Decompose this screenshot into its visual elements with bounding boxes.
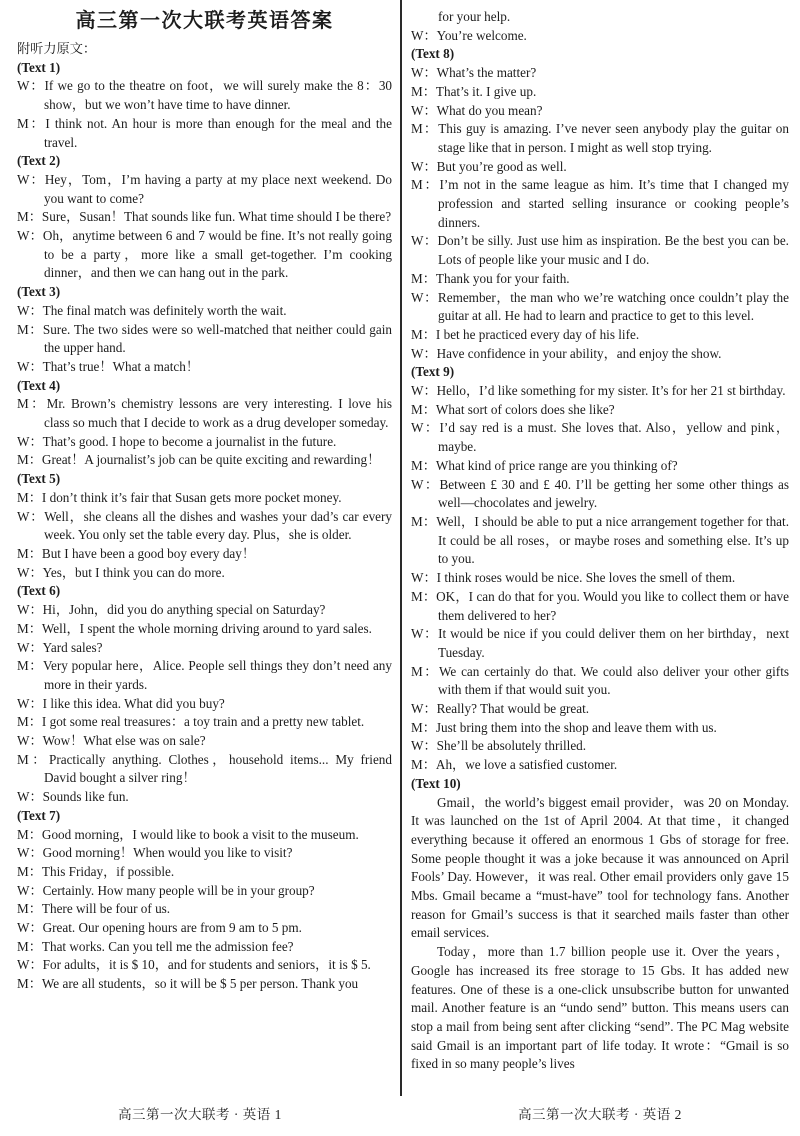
dialogue-line — [411, 289, 789, 326]
dialogue-line — [411, 270, 789, 289]
dialogue-text: Sure. The two sides were so well-matched that neither could gain the upper hand. — [42, 321, 392, 356]
text-section-heading: (Text 9) — [411, 364, 455, 380]
dialogue-text: Have confidence in your ability，and enjoy the show. — [436, 345, 722, 361]
dialogue-line — [17, 956, 392, 975]
page-title: 高三第一次大联考英语答案 — [75, 10, 334, 32]
dialogue-line — [17, 451, 392, 470]
dialogue-text: I’d say red is a must. She loves that. Also，yellow and pink，maybe. — [438, 420, 790, 455]
dialogue-text: I think roses would be nice. She loves the smell of them. — [436, 570, 736, 586]
transcript-subtitle: 附听力原文： — [17, 41, 97, 56]
dialogue-text: Well，I spent the whole morning driving around to yard sales. — [41, 620, 372, 636]
dialogue-text: Really? That would be great. — [436, 701, 590, 717]
dialogue-text: We are all students，so it will be $ 5 per person. Thank you — [41, 976, 359, 992]
dialogue-text: Sounds like fun. — [42, 789, 129, 805]
text-section-heading: (Text 4) — [17, 377, 61, 393]
dialogue-text: I bet he practiced every day of his life. — [435, 326, 640, 342]
dialogue-text: This Friday，if possible. — [41, 863, 175, 879]
dialogue-line — [17, 433, 392, 452]
dialogue-text: What do you mean? — [436, 102, 543, 118]
dialogue-text: Practically anything. Clothes，household items... My friend David bought a silver ring！ — [44, 751, 392, 786]
dialogue-line — [17, 751, 392, 788]
dialogue-text: You’re welcome. — [436, 27, 527, 43]
dialogue-line — [17, 657, 392, 694]
speaker-label: W： — [411, 701, 437, 717]
speaker-label: W： — [17, 695, 43, 711]
dialogue-line — [17, 919, 392, 938]
dialogue-text: OK，I can do that for you. Would you like to collect them or have them delivered to her? — [436, 588, 789, 623]
dialogue-text: But you’re good as well. — [436, 158, 567, 174]
speaker-label: W： — [17, 733, 43, 749]
page-footer-right: 高三第一次大联考 · 英语 2 — [518, 1107, 682, 1123]
dialogue-line — [17, 844, 392, 863]
dialogue-line — [411, 83, 789, 102]
dialogue-line — [17, 208, 392, 227]
speaker-label: M： — [17, 751, 49, 767]
speaker-label: M： — [17, 209, 42, 225]
left-column-content — [17, 40, 392, 994]
dialogue-text: I like this idea. What did you buy? — [42, 695, 225, 711]
dialogue-text: Wow！What else was on sale? — [42, 733, 206, 749]
speaker-label: M： — [411, 719, 436, 735]
dialogue-line — [411, 457, 789, 476]
dialogue-line — [17, 938, 392, 957]
dialogue-line — [17, 826, 392, 845]
speaker-label: W： — [411, 158, 437, 174]
dialogue-line — [411, 756, 789, 775]
speaker-label: W： — [17, 508, 45, 524]
speaker-label: W： — [17, 78, 45, 94]
dialogue-line — [17, 508, 392, 545]
dialogue-text: Good morning！When would you like to visit? — [42, 845, 293, 861]
speaker-label: W： — [17, 564, 43, 580]
dialogue-line — [411, 232, 789, 269]
speaker-label: W： — [411, 476, 440, 492]
speaker-label: W： — [411, 626, 439, 642]
speaker-label: M： — [17, 396, 47, 412]
speaker-label: W： — [411, 345, 437, 361]
dialogue-text: It would be nice if you could deliver them on her birthday，next Tuesday. — [438, 626, 789, 660]
speaker-label: M： — [411, 83, 436, 99]
dialogue-line — [411, 476, 789, 513]
speaker-label: W： — [17, 602, 43, 618]
speaker-label: W： — [17, 228, 43, 244]
dialogue-text: Yes，but I think you can do more. — [42, 564, 225, 580]
speaker-label: M： — [411, 588, 437, 604]
dialogue-line — [17, 302, 392, 321]
speaker-label: W： — [17, 171, 45, 187]
text-section-heading: (Text 2) — [17, 153, 61, 169]
speaker-label: M： — [411, 513, 437, 529]
dialogue-line — [411, 27, 789, 46]
dialogue-text: There will be four of us. — [41, 901, 171, 917]
speaker-label: W： — [17, 358, 43, 374]
page-footer-left: 高三第一次大联考 · 英语 1 — [118, 1107, 282, 1123]
dialogue-text: That’s good. I hope to become a journalist in the future. — [42, 433, 337, 449]
dialogue-line — [17, 975, 392, 994]
dialogue-line — [411, 700, 789, 719]
dialogue-line — [17, 395, 392, 432]
dialogue-text: Good morning，I would like to book a visit to the museum. — [41, 826, 359, 842]
speaker-label: W： — [17, 920, 43, 936]
dialogue-text: Sure，Susan！That sounds like fun. What time should I be there? — [41, 209, 392, 225]
dialogue-line — [17, 489, 392, 508]
speaker-label: M： — [411, 457, 436, 473]
speaker-label: W： — [17, 789, 43, 805]
dialogue-line — [17, 171, 392, 208]
speaker-label: W： — [411, 420, 440, 436]
speaker-label: M： — [17, 901, 42, 917]
dialogue-text: Thank you for your faith. — [435, 270, 570, 286]
dialogue-line — [411, 588, 789, 625]
dialogue-text: Hey，Tom，I’m having a party at my place next weekend. Do you want to come? — [44, 171, 392, 206]
text-section-heading: (Text 5) — [17, 471, 61, 487]
speaker-label: M： — [411, 401, 436, 417]
speaker-label: W： — [411, 27, 437, 43]
text-section-heading: (Text 8) — [411, 46, 455, 62]
dialogue-line — [17, 900, 392, 919]
dialogue-text: Mr. Brown’s chemistry lessons are very interesting. I love his class so much that I decide to work as a drug developer someday. — [44, 396, 392, 431]
speaker-label: W： — [17, 433, 43, 449]
dialogue-line — [411, 737, 789, 756]
dialogue-text: Well，I should be able to put a nice arrangement together for that. It could be all roses，or maybe roses and something else. It’s up to you. — [436, 513, 789, 567]
text-section-heading: (Text 6) — [17, 583, 61, 599]
speaker-label: W： — [17, 845, 43, 861]
text-section-heading: (Text 7) — [17, 807, 61, 823]
dialogue-text: Great！A journalist’s job can be quite exciting and rewarding！ — [41, 452, 381, 468]
dialogue-text: Between £ 30 and £ 40. I’ll be getting her some other things as well—chocolates and jewelry. — [438, 476, 789, 511]
dialogue-text: Don’t be silly. Just use him as inspiration. Be the best you can be. Lots of people like your music and I do. — [437, 233, 789, 268]
dialogue-text: That’s it. I give up. — [435, 83, 537, 99]
speaker-label: M： — [17, 620, 42, 636]
dialogue-text: What sort of colors does she like? — [435, 401, 615, 417]
dialogue-line — [17, 713, 392, 732]
speaker-label: M： — [411, 326, 436, 342]
speaker-label: W： — [17, 639, 43, 655]
speaker-label: W： — [411, 738, 437, 754]
speaker-label: M： — [17, 976, 42, 992]
left-column — [0, 0, 400, 1102]
speaker-label: M： — [17, 115, 46, 131]
dialogue-line — [17, 77, 392, 114]
dialogue-line — [17, 601, 392, 620]
speaker-label: M： — [17, 938, 42, 954]
speaker-label: W： — [17, 957, 43, 973]
speaker-label: M： — [411, 121, 439, 137]
dialogue-text: But I have been a good boy every day！ — [41, 545, 256, 561]
dialogue-text: Well，she cleans all the dishes and washes your dad’s car every week. You only set the table every day. Plus，she is older. — [44, 508, 392, 543]
dialogue-line — [17, 227, 392, 283]
dialogue-line — [17, 620, 392, 639]
dialogue-text: Certainly. How many people will be in your group? — [42, 882, 315, 898]
dialogue-text: Remember，the man who we’re watching once couldn’t play the guitar at all. He had to learn and practice to get to this level. — [437, 289, 790, 324]
right-column — [402, 0, 800, 1102]
dialogue-line — [17, 639, 392, 658]
dialogue-line — [411, 326, 789, 345]
dialogue-text: Yard sales? — [42, 639, 103, 655]
dialogue-line — [411, 419, 789, 456]
dialogue-line — [411, 64, 789, 83]
dialogue-line — [411, 158, 789, 177]
speaker-label: M： — [17, 658, 43, 674]
dialogue-text: What kind of price range are you thinking of? — [435, 457, 678, 473]
passage-paragraph: Today，more than 1.7 billion people use it. Over the years，Google has increased its free storage to 15 Gbs. It has added new features. One of these is a one-click unsubscribe button for unwanted mail. Another feature is an “undo send” button. This means users can stop a mail from being sent after clicking “send”. The PC Mag website said Gmail is an important part of life today. It wrote：“Gmail is so fixed in so many people’s lives — [411, 944, 789, 1072]
speaker-label: M： — [17, 545, 42, 561]
dialogue-line — [411, 625, 789, 662]
speaker-label: W： — [411, 570, 437, 586]
speaker-label: W： — [411, 289, 438, 305]
speaker-label: M： — [411, 270, 436, 286]
speaker-label: M： — [17, 826, 42, 842]
dialogue-line — [17, 115, 392, 152]
dialogue-line — [17, 564, 392, 583]
speaker-label: M： — [17, 863, 42, 879]
dialogue-text: She’ll be absolutely thrilled. — [436, 738, 587, 754]
speaker-label: M： — [17, 452, 42, 468]
speaker-label: M： — [17, 321, 43, 337]
dialogue-line — [17, 788, 392, 807]
dialogue-line — [411, 401, 789, 420]
speaker-label: W： — [411, 65, 437, 81]
dialogue-text: This guy is amazing. I’ve never seen anybody play the guitar on stage like that in person. I might as well stop trying. — [438, 121, 789, 155]
dialogue-line — [411, 663, 789, 700]
dialogue-line — [17, 863, 392, 882]
speaker-label: W： — [411, 233, 438, 249]
speaker-label: W： — [411, 102, 437, 118]
speaker-label: W： — [411, 383, 437, 399]
passage-paragraph: Gmail，the world’s biggest email provider，was 20 on Monday. It was launched on the 1st of April 2004. At that time，it changed everything because it offered an enormous 1 Gbs of storage for free. Some people thought it was a joke because it was announced on April Fools’ Day. However，it was real. Other email providers only gave 15 Mbs. Gmail became a “must-have” tool for technology fans. Another reason for Gmail’s success is that it searched mails faster than other email services. — [411, 794, 789, 941]
dialogue-text: I think not. An hour is more than enough for the meal and the travel. — [44, 115, 392, 150]
dialogue-line — [411, 120, 789, 157]
dialogue-line — [17, 695, 392, 714]
dialogue-text: I’m not in the same league as him. It’s time that I changed my profession and started selling insurance or cooking people’s dinners. — [438, 177, 789, 230]
speaker-label: M： — [17, 489, 42, 505]
dialogue-line — [17, 732, 392, 751]
speaker-label: M： — [411, 663, 439, 679]
dialogue-text: I got some real treasures：a toy train and a pretty new tablet. — [41, 714, 365, 730]
dialogue-line — [17, 321, 392, 358]
dialogue-text: Very popular here，Alice. People sell things they don’t need any more in their yards. — [42, 658, 392, 692]
speaker-label: M： — [17, 714, 42, 730]
dialogue-text: Hi，John，did you do anything special on Saturday? — [42, 602, 326, 618]
dialogue-text: Ah，we love a satisfied customer. — [435, 757, 618, 773]
dialogue-text: For adults，it is $ 10，and for students and seniors，it is $ 5. — [42, 957, 371, 973]
dialogue-line — [17, 882, 392, 901]
speaker-label: M： — [411, 757, 436, 773]
dialogue-text: I don’t think it’s fair that Susan gets more pocket money. — [41, 489, 342, 505]
dialogue-text: Great. Our opening hours are from 9 am to 5 pm. — [42, 920, 302, 936]
dialogue-text: That works. Can you tell me the admission fee? — [41, 938, 294, 954]
dialogue-text: That’s true！What a match！ — [42, 358, 200, 374]
dialogue-line — [17, 358, 392, 377]
speaker-label: W： — [17, 302, 43, 318]
text-section-heading: (Text 3) — [17, 284, 61, 300]
dialogue-line — [17, 545, 392, 564]
dialogue-line — [411, 176, 789, 232]
dialogue-line — [411, 719, 789, 738]
speaker-label: M： — [411, 177, 440, 193]
right-column-content — [411, 8, 789, 1074]
dialogue-continuation: for your help. — [438, 9, 511, 24]
text-section-heading: (Text 10) — [411, 775, 461, 791]
dialogue-text: What’s the matter? — [436, 65, 537, 81]
dialogue-text: Just bring them into the shop and leave them with us. — [435, 719, 717, 735]
dialogue-text: We can certainly do that. We could also deliver your other gifts with them if that would suit you. — [438, 663, 789, 698]
dialogue-text: If we go to the theatre on foot，we will surely make the 8：30 show，but we won’t have time to have dinner. — [44, 78, 393, 113]
dialogue-text: Hello，I’d like something for my sister. It’s for her 21 st birthday. — [436, 383, 786, 399]
text-section-heading: (Text 1) — [17, 59, 61, 75]
dialogue-line — [411, 345, 789, 364]
dialogue-line — [411, 513, 789, 569]
dialogue-text: The final match was definitely worth the wait. — [42, 302, 287, 318]
speaker-label: W： — [17, 882, 43, 898]
dialogue-text: Oh，anytime between 6 and 7 would be fine. It’s not really going to be a party，more like a small get-together. I’m cooking dinner，and then we can hang out in the park. — [42, 228, 392, 281]
dialogue-line — [411, 382, 789, 401]
dialogue-line — [411, 569, 789, 588]
dialogue-line — [411, 102, 789, 121]
